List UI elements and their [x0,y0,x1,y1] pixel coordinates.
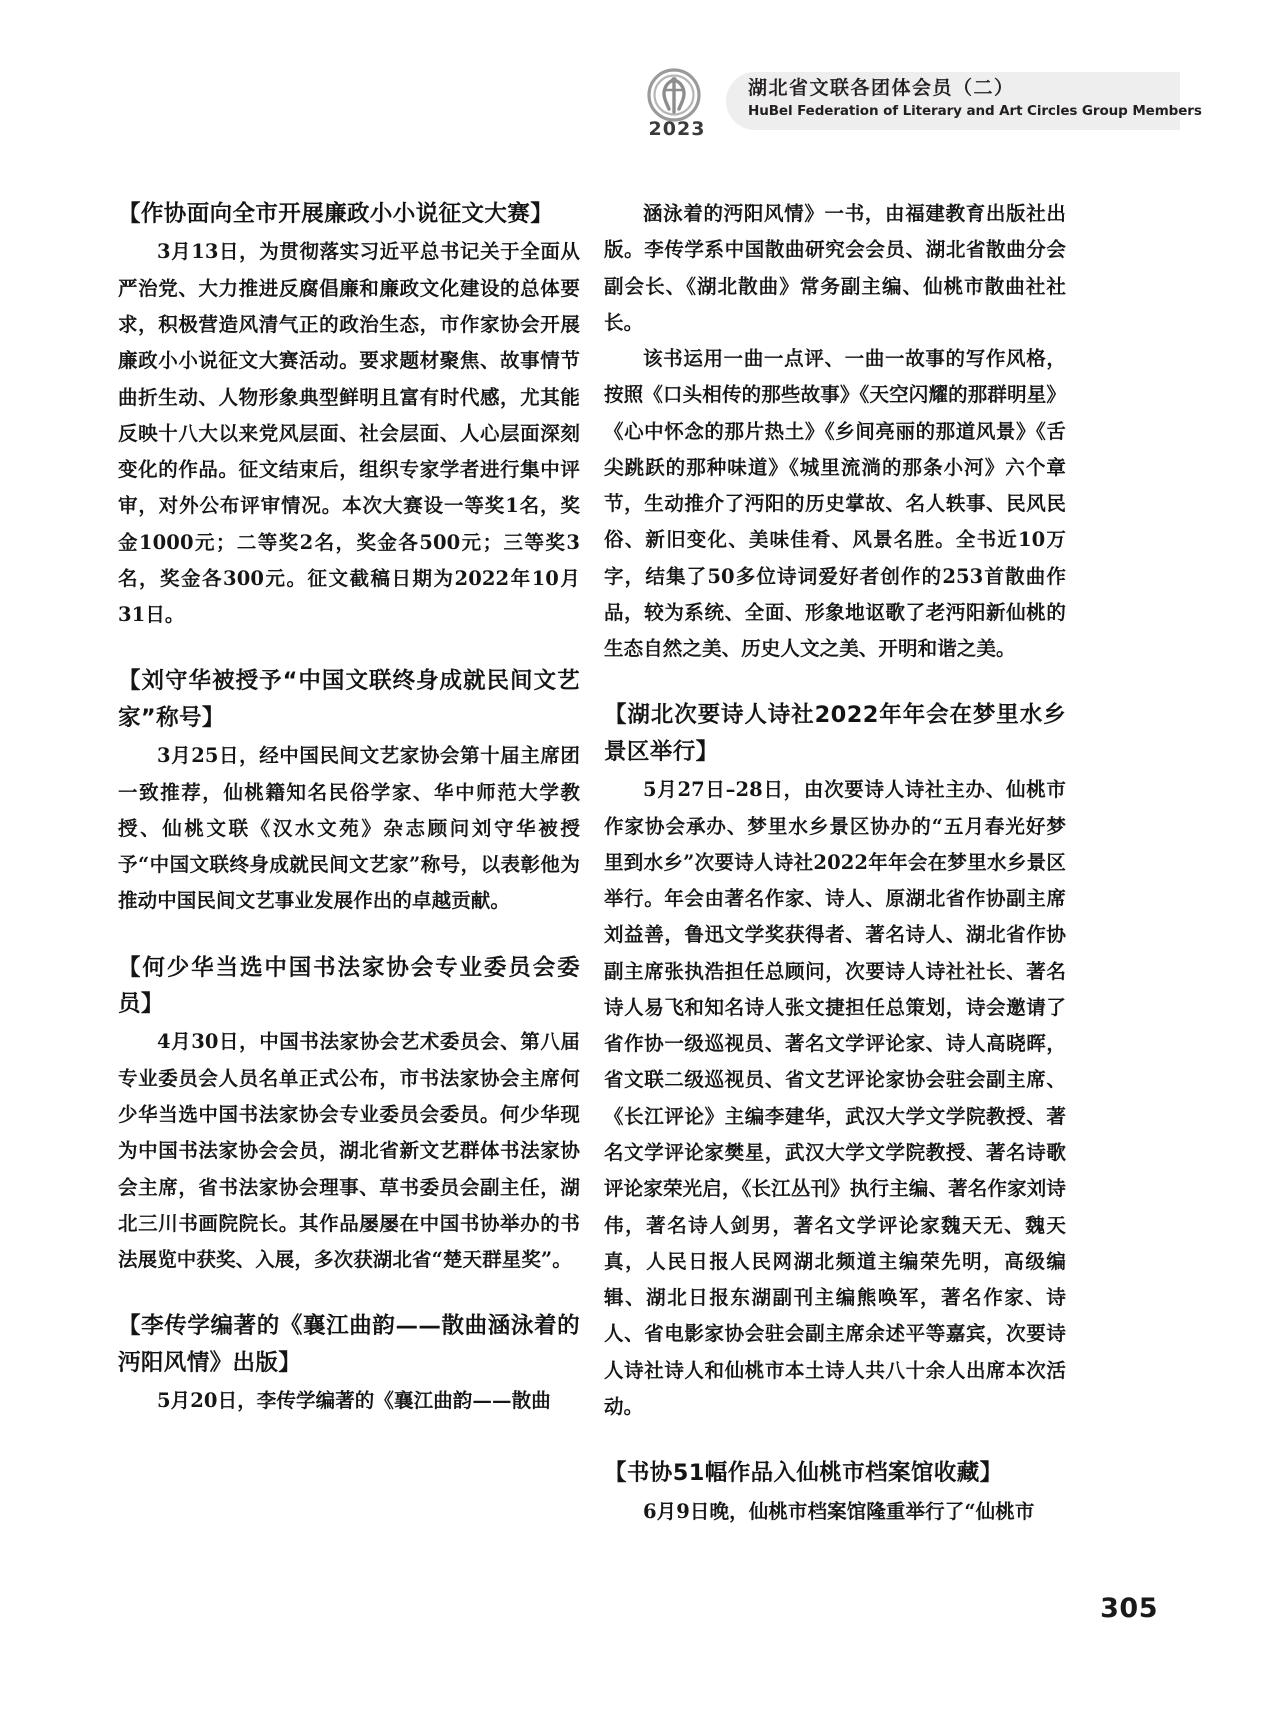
article-writers-association-contest [118,196,580,633]
article-body: 涵泳着的沔阳风情》一书，由福建教育出版社出版。李传学系中国散曲研究会会员、湖北省散曲分会副会长、《湖北散曲》常务副主编、仙桃市散曲社社长。 [604,202,1066,334]
header-title-english: HuBel Federation of Literary and Art Circles Group Members [748,102,1202,119]
header-logo [638,68,718,140]
article-body: 4月30日，中国书法家协会艺术委员会、第八届专业委员会人员名单正式公布，市书法家协会主席何少华当选中国书法家协会专业委员会委员。何少华现为中国书法家协会会员，湖北省新文艺群体书法家协会主席，省书法家协会理事、草书委员会副主任，湖北三川书画院院长。其作品屡屡在中国书协举办的书法展览中获奖、入展，多次获湖北省“楚天群星奖”。 [118,1030,580,1272]
header-title-chinese: 湖北省文联各团体会员（二） [748,77,1015,99]
header-text-block [748,76,1202,121]
page-number: 305 [1100,1593,1158,1624]
header-year: 2023 [648,118,706,140]
article-title: 【作协面向全市开展廉政小小说征文大赛】 [118,201,554,227]
article-spacer [118,637,580,663]
right-column [604,196,1066,1534]
article-calligraphy-archives-collection [604,1455,1066,1530]
article-title: 【书协51幅作品入仙桃市档案馆收藏】 [604,1460,1003,1487]
article-spacer [604,1429,1066,1455]
article-title: 【李传学编著的《襄江曲韵——散曲涵泳着的沔阳风情》出版】 [118,1313,580,1376]
left-column [118,196,580,1423]
page-running-header [620,68,1202,140]
article-spacer [118,924,580,950]
hubei-federation-emblem-icon [646,68,702,122]
article-body: 6月9日晚，仙桃市档案馆隆重举行了“仙桃市 [643,1499,1035,1523]
article-body: 5月27日–28日，由次要诗人诗社主办、仙桃市作家协会承办、梦里水乡景区协办的“五月春光好梦里到水乡”次要诗人诗社2022年年会在梦里水乡景区举行。年会由著名作家、诗人、原湖北省作协副主席刘益善，鲁迅文学奖获得者、著名诗人、湖北省作协副主席张执浩担任总顾问，次要诗人诗社社长、著名诗人易飞和知名诗人张文捷担任总策划，诗会邀请了省作协一级巡视员、著名文学评论家、诗人高晓晖，省文联二级巡视员、省文艺评论家协会驻会副主席、《长江评论》主编李建华，武汉大学文学院教授、著名文学评论家樊星，武汉大学文学院教授、著名诗歌评论家荣光启，《长江丛刊》执行主编、著名作家刘诗伟，著名诗人剑男，著名文学评论家魏天无、魏天真，人民日报人民网湖北频道主编荣先明，高级编辑、湖北日报东湖副刊主编熊唤军，著名作家、诗人、省电影家协会驻会副主席余述平等嘉宾，次要诗人诗社诗人和仙桃市本土诗人共八十余人出席本次活动。 [604,778,1066,1418]
article-liu-shouhua-honor [118,663,580,919]
article-title: 【刘守华被授予“中国文联终身成就民间文艺家”称号】 [118,668,580,731]
article-title: 【何少华当选中国书法家协会专业委员会委员】 [118,954,580,1017]
article-spacer [118,1282,580,1308]
article-body: 3月13日，为贯彻落实习近平总书记关于全面从严治党、大力推进反腐倡廉和廉政文化建设的总体要求，积极营造风清气正的政治生态，市作家协会开展廉政小小说征文大赛活动。要求题材聚焦、故事情节曲折生动、人物形象典型鲜明且富有时代感，尤其能反映十八大以来党风层面、社会层面、人心层面深刻变化的作品。征文结束后，组织专家学者进行集中评审，对外公布评审情况。本次大赛设一等奖1名，奖金1000元；二等奖2名，奖金各500元；三等奖3名，奖金各300元。征文截稿日期为2022年10月31日。 [118,240,580,627]
article-body: 5月20日，李传学编著的《襄江曲韵——散曲 [157,1389,551,1413]
article-poets-society-annual-meeting [604,697,1066,1425]
article-body: 3月25日，经中国民间文艺家协会第十届主席团一致推荐，仙桃籍知名民俗学家、华中师范大学教授、仙桃文联《汉水文苑》杂志顾问刘守华被授予“中国文联终身成就民间文艺家”称号，以表彰他为推动中国民间文艺事业发展作出的卓越贡献。 [118,744,580,913]
article-body: 该书运用一曲一点评、一曲一故事的写作风格，按照《口头相传的那些故事》《天空闪耀的那群明星》《心中怀念的那片热土》《乡间亮丽的那道风景》《舌尖跳跃的那种味道》《城里流淌的那条小河》六个章节，生动推介了沔阳的历史掌故、名人轶事、民风民俗、新旧变化、美味佳肴、风景名胜。全书近10万字，结集了50多位诗词爱好者创作的253首散曲作品，较为系统、全面、形象地讴歌了老沔阳新仙桃的生态自然之美、历史人文之美、开明和谐之美。 [604,347,1066,661]
article-li-chuanxue-book-continued [604,196,1066,667]
article-he-shaohua-calligraphy [118,950,580,1279]
article-title: 【湖北次要诗人诗社2022年年会在梦里水乡景区举行】 [604,702,1066,765]
article-li-chuanxue-book [118,1308,580,1419]
article-spacer [604,671,1066,697]
